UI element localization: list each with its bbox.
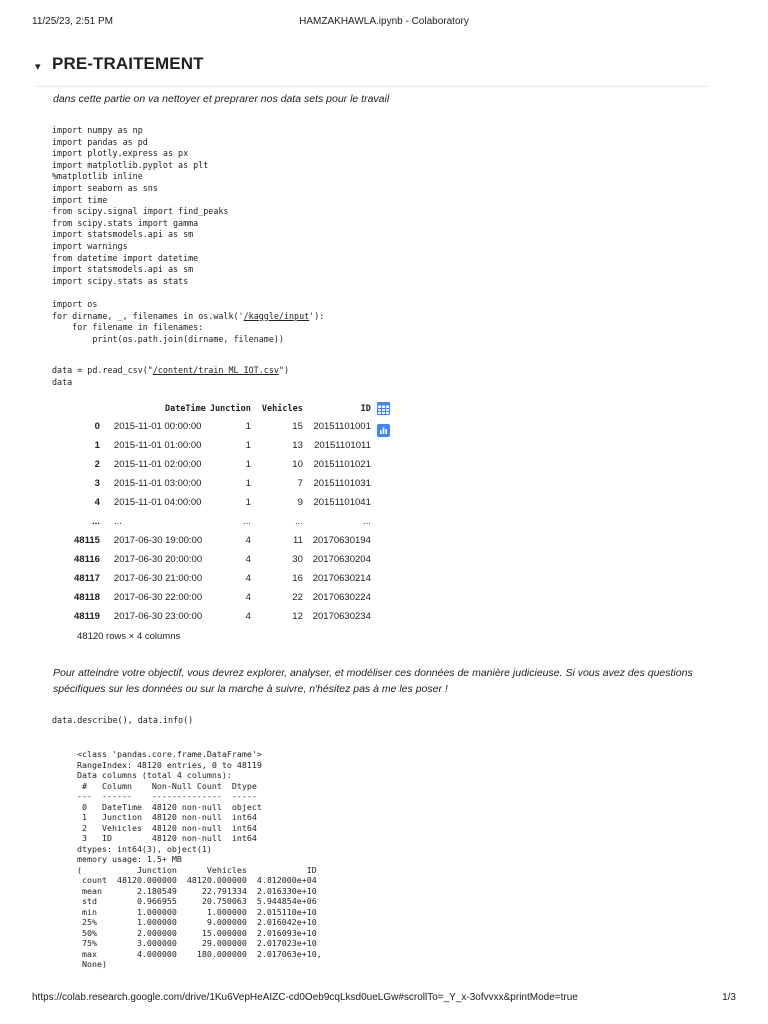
row-index: 3 [94, 478, 100, 489]
table-cell: 2017-06-30 23:00:00 [110, 607, 208, 626]
table-cell: ... [362, 516, 371, 527]
table-cell: 4 [208, 531, 253, 550]
table-row [72, 607, 373, 626]
section-heading [35, 54, 709, 87]
collapse-caret-icon[interactable]: ▾ [35, 61, 41, 73]
code-line: for filename in filenames: [52, 322, 204, 333]
table-cell: 20170630214 [305, 569, 373, 588]
row-index: 2 [72, 455, 110, 474]
table-cell: 15 [253, 417, 305, 436]
table-cell: 4 [208, 569, 253, 588]
table-cell: 12 [253, 607, 305, 626]
row-index: 1 [94, 440, 100, 451]
row-index: 48118 [74, 592, 100, 603]
print-url: https://colab.research.google.com/drive/1Ku6VepHeAIZC-cd0Oeb9cqLksd0ueLGw#scrollTo=_Y_x-3ofvvxx&printMode=true [32, 992, 578, 1003]
row-index: 48119 [72, 607, 110, 626]
row-index: 4 [72, 493, 110, 512]
table-cell: 20170630204 [312, 554, 371, 565]
code-path-link[interactable]: /kaggle/input [243, 310, 310, 321]
table-cell: ... [294, 516, 303, 527]
table-header-row [72, 400, 373, 417]
table-cell: ... [113, 516, 122, 527]
table-cell: 4 [245, 554, 251, 565]
code-line: import os [52, 299, 98, 309]
code-line: print(os.path.join(dirname, filename)) [52, 333, 284, 344]
table-row [72, 436, 373, 455]
dataframe-table [72, 400, 373, 626]
page-number: 1/3 [722, 992, 736, 1003]
table-icon[interactable] [377, 402, 390, 415]
section-title: PRE-TRAITEMENT [52, 54, 204, 73]
table-row [72, 550, 373, 569]
column-header: Junction [209, 403, 251, 414]
table-cell: 4 [245, 592, 251, 603]
table-cell: 13 [292, 440, 303, 451]
table-cell: 20151101011 [314, 440, 371, 451]
row-index: 0 [72, 417, 110, 436]
index-header [72, 400, 110, 417]
table-cell: 20151101021 [305, 455, 373, 474]
print-footer [32, 992, 736, 1006]
table-cell: 2015-11-01 04:00:00 [110, 493, 208, 512]
code-line: ") [278, 365, 289, 375]
table-cell: 22 [292, 592, 303, 603]
table-cell: 2017-06-30 19:00:00 [110, 531, 208, 550]
table-row [72, 531, 373, 550]
table-cell: 2017-06-30 21:00:00 [110, 569, 208, 588]
bar-chart-icon[interactable] [377, 424, 390, 437]
table-row [72, 588, 373, 607]
dataframe-dimensions: 48120 rows × 4 columns [77, 631, 181, 642]
column-header: Vehicles [261, 403, 303, 414]
table-row [72, 417, 373, 436]
code-path-link[interactable]: /content/train_ML_IOT.csv [152, 365, 279, 375]
table-cell: 2017-06-30 20:00:00 [113, 554, 203, 565]
table-cell: 20170630224 [312, 592, 371, 603]
table-cell: 4 [208, 607, 253, 626]
table-cell: 30 [292, 554, 303, 565]
print-document-title: HAMZAKHAWLA.ipynb - Colaboratory [299, 16, 469, 27]
table-row [72, 474, 373, 493]
intro-text-cell: dans cette partie on va nettoyer et preprarer nos data sets pour le travail [53, 93, 390, 105]
table-cell: 2017-06-30 22:00:00 [113, 592, 203, 603]
table-cell: 10 [253, 455, 305, 474]
row-index: 48115 [72, 531, 110, 550]
table-cell: 9 [253, 493, 305, 512]
table-cell: 1 [208, 493, 253, 512]
row-index: 48116 [74, 554, 100, 565]
table-cell: 11 [253, 531, 305, 550]
table-cell: 16 [253, 569, 305, 588]
table-cell: 20151101041 [305, 493, 373, 512]
table-cell: 1 [208, 417, 253, 436]
table-row [72, 455, 373, 474]
table-cell: 1 [245, 478, 251, 489]
table-cell: 20170630194 [305, 531, 373, 550]
row-index: ... [91, 516, 100, 527]
code-cell-imports[interactable]: import numpy as np import pandas as pd import plotly.express as px import matplotlib.pyplot as plt %matplotlib inline import seaborn as sns import time from scipy.signal import find_peaks from scipy.stats import gamma import statsmodels.api as sm import warnings from datetime import datetime import statsmodels.api as sm import scipy.stats as stats [52, 125, 229, 286]
print-header [32, 16, 736, 30]
table-cell: 20170630234 [305, 607, 373, 626]
table-cell: 2015-11-01 00:00:00 [110, 417, 208, 436]
code-cell-os-walk[interactable] [52, 299, 324, 345]
row-index: 48117 [72, 569, 110, 588]
table-row [72, 569, 373, 588]
table-cell: ... [242, 516, 251, 527]
table-cell: 20151101031 [313, 478, 371, 489]
column-header: ID [360, 403, 371, 414]
code-line: data = pd.read_csv(" [52, 365, 153, 375]
table-cell: 2015-11-01 02:00:00 [110, 455, 208, 474]
table-body [72, 417, 373, 626]
print-date: 11/25/23, 2:51 PM [32, 16, 113, 27]
table-cell: 1 [208, 455, 253, 474]
code-cell-describe[interactable]: data.describe(), data.info() [52, 715, 194, 725]
code-line: data [52, 376, 73, 387]
table-row [72, 512, 373, 531]
table-cell: 20151101001 [305, 417, 373, 436]
code-line: '): [309, 310, 325, 321]
code-cell-read-csv[interactable] [52, 365, 289, 388]
table-row [72, 493, 373, 512]
column-header: DateTime [164, 403, 206, 414]
objective-text-cell: Pour atteindre votre objectif, vous devrez explorer, analyser, et modéliser ces données de manière judicieuse. Si vous avez des questions spécifiques sur les données ou sur la marche à suivre, n'hésitez pas à me les poser ! [53, 667, 693, 695]
table-cell: 7 [297, 478, 303, 489]
table-cell: 2015-11-01 01:00:00 [113, 440, 202, 451]
table-cell: 2015-11-01 03:00:00 [113, 478, 202, 489]
code-line: for dirname, _, filenames in os.walk(' [52, 310, 244, 321]
describe-output: <class 'pandas.core.frame.DataFrame'> RangeIndex: 48120 entries, 0 to 48119 Data columns (total 4 columns): # Column Non-Null Count Dtype --- ------ -------------- ----- 0 DateTime 48120 non-null object 1 Junction 48120 non-null int64 2 Vehicles 48120 non-null int64 3 ID 48120 non-null int64 dtypes: int64(3), object(1) memory usage: 1.5+ MB ( Junction Vehicles ID count 48120.000000 48120.000000 4.812000e+04 mean 2.180549 22.791334 2.016330e+10 std 0.966955 20.750063 5.944854e+06 min 1.000000 1.000000 2.015110e+10 25% 1.000000 9.000000 2.016042e+10 50% 2.000000 15.000000 2.016093e+10 75% 3.000000 29.000000 2.017023e+10 max 4.000000 180.000000 2.017063e+10, None) [77, 749, 322, 969]
table-cell: 1 [245, 440, 251, 451]
